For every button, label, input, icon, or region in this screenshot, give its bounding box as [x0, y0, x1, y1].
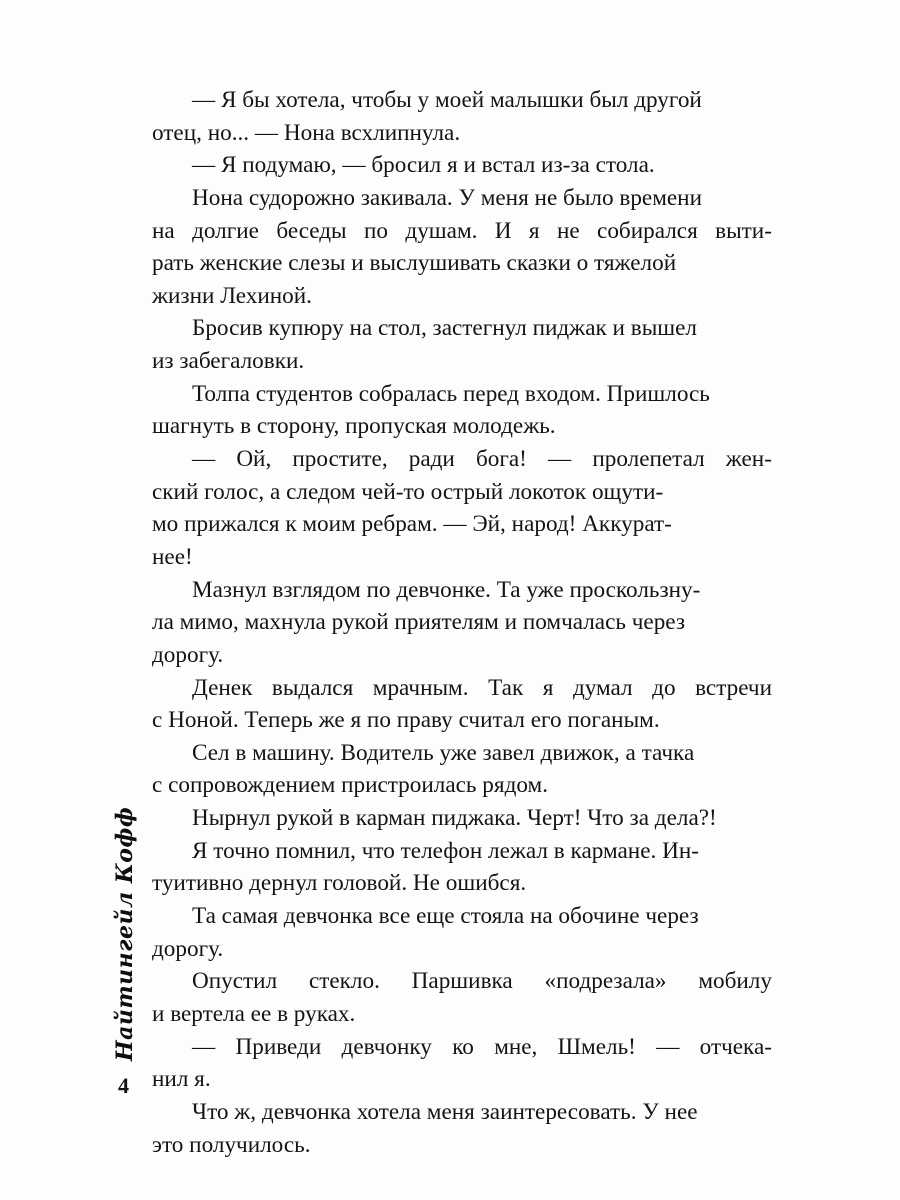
text-line: Сел в машину. Водитель уже завел движок, а тачка [192, 739, 695, 766]
text-line: из забегаловки. [152, 348, 305, 375]
text-word: ко [452, 1033, 474, 1060]
text-word: — [656, 1033, 680, 1060]
text-line [152, 1031, 772, 1064]
text-line [152, 443, 772, 476]
text-word: Так [488, 674, 524, 701]
text-line: Мазнул взглядом по девчонке. Та уже проскользну- [192, 576, 701, 603]
text-word: стекло. [308, 968, 380, 995]
text-word: — [548, 446, 572, 473]
text-word: мне, [494, 1033, 538, 1060]
text-line: туитивно дернул головой. Не ошибся. [152, 870, 527, 897]
text-word: Паршивка [411, 968, 513, 995]
text-word: девчонку [341, 1033, 432, 1060]
text-word: выти- [715, 217, 772, 244]
text-word: выдался [271, 674, 354, 701]
text-line: рать женские слезы и выслушивать сказки о тяжелой [152, 250, 677, 277]
text-word: Шмель! [557, 1033, 636, 1060]
text-word: ради [408, 446, 455, 473]
text-line: мо прижался к моим ребрам. — Эй, народ! Аккурат- [152, 511, 672, 538]
text-word: — [192, 1033, 216, 1060]
text-line: с сопровождением пристроилась рядом. [152, 772, 548, 799]
text-word: на [152, 217, 175, 244]
text-line: ла мимо, махнула рукой приятелям и помчалась через [152, 609, 686, 636]
text-line: шагнуть в сторону, пропуская молодежь. [152, 413, 556, 440]
text-word: мрачным. [372, 674, 469, 701]
text-word: по [364, 217, 389, 244]
text-word: Ой, [236, 446, 272, 473]
text-line: это получилось. [152, 1131, 311, 1158]
text-line: нее! [152, 543, 193, 570]
text-line: Бросив купюру на стол, застегнул пиджак и вышел [192, 315, 698, 342]
text-word: долгие [192, 217, 259, 244]
text-line: ский голос, а следом чей-то острый локоток ощути- [152, 478, 664, 505]
text-line: Та самая девчонка все еще стояла на обочине через [192, 903, 699, 930]
text-line: и вертела ее в руках. [152, 1000, 356, 1027]
text-word: отчека- [699, 1033, 772, 1060]
text-line: Нона судорожно закивала. У меня не было времени [192, 184, 702, 211]
text-line: — Я бы хотела, чтобы у моей малышки был другой [192, 87, 702, 113]
text-line: Толпа студентов собралась перед входом. Пришлось [192, 380, 710, 407]
page-body-text [152, 84, 772, 1161]
text-line: дорогу. [152, 935, 224, 962]
text-word: бога! [475, 446, 527, 473]
text-word: Денек [192, 674, 253, 701]
text-word: беседы [276, 217, 347, 244]
text-line: нил я. [152, 1066, 211, 1093]
text-word: собирался [597, 217, 698, 244]
text-word: мобилу [698, 968, 772, 995]
text-line: Я точно помнил, что телефон лежал в кармане. Ин- [192, 837, 699, 864]
text-line: с Ноной. Теперь же я по праву считал его поганым. [152, 707, 660, 734]
text-line: отец, но... — Нона всхлипнула. [152, 119, 461, 146]
text-word: до [652, 674, 676, 701]
text-word: И [494, 217, 512, 244]
text-line [152, 672, 772, 705]
text-word: я [528, 217, 540, 244]
text-word: — [192, 446, 216, 473]
text-word: простите, [292, 446, 388, 473]
text-line: Нырнул рукой в карман пиджака. Черт! Что за дела?! [192, 805, 717, 832]
text-word: жен- [725, 446, 772, 473]
text-line: — Я подумаю, — бросил я и встал из-за стола. [192, 152, 655, 179]
text-word: встречи [695, 674, 772, 701]
text-word: я [542, 674, 554, 701]
text-word: душам. [405, 217, 478, 244]
text-word: пролепетал [592, 446, 705, 473]
text-line [152, 215, 772, 248]
text-line: Что ж, девчонка хотела меня заинтересовать. У нее [192, 1098, 698, 1125]
text-word: Приведи [235, 1033, 322, 1060]
text-line: дорогу. [152, 641, 224, 668]
text-word: «подрезала» [544, 968, 667, 995]
running-author-vertical [110, 806, 140, 1062]
text-line [152, 965, 772, 998]
text-word: думал [572, 674, 633, 701]
text-word: Опустил [192, 968, 278, 995]
running-author-label: Найтингейл Кофф [112, 806, 138, 1062]
page-number: 4 [118, 1073, 129, 1098]
text-line: жизни Лехиной. [152, 282, 312, 309]
text-word: не [556, 217, 580, 244]
